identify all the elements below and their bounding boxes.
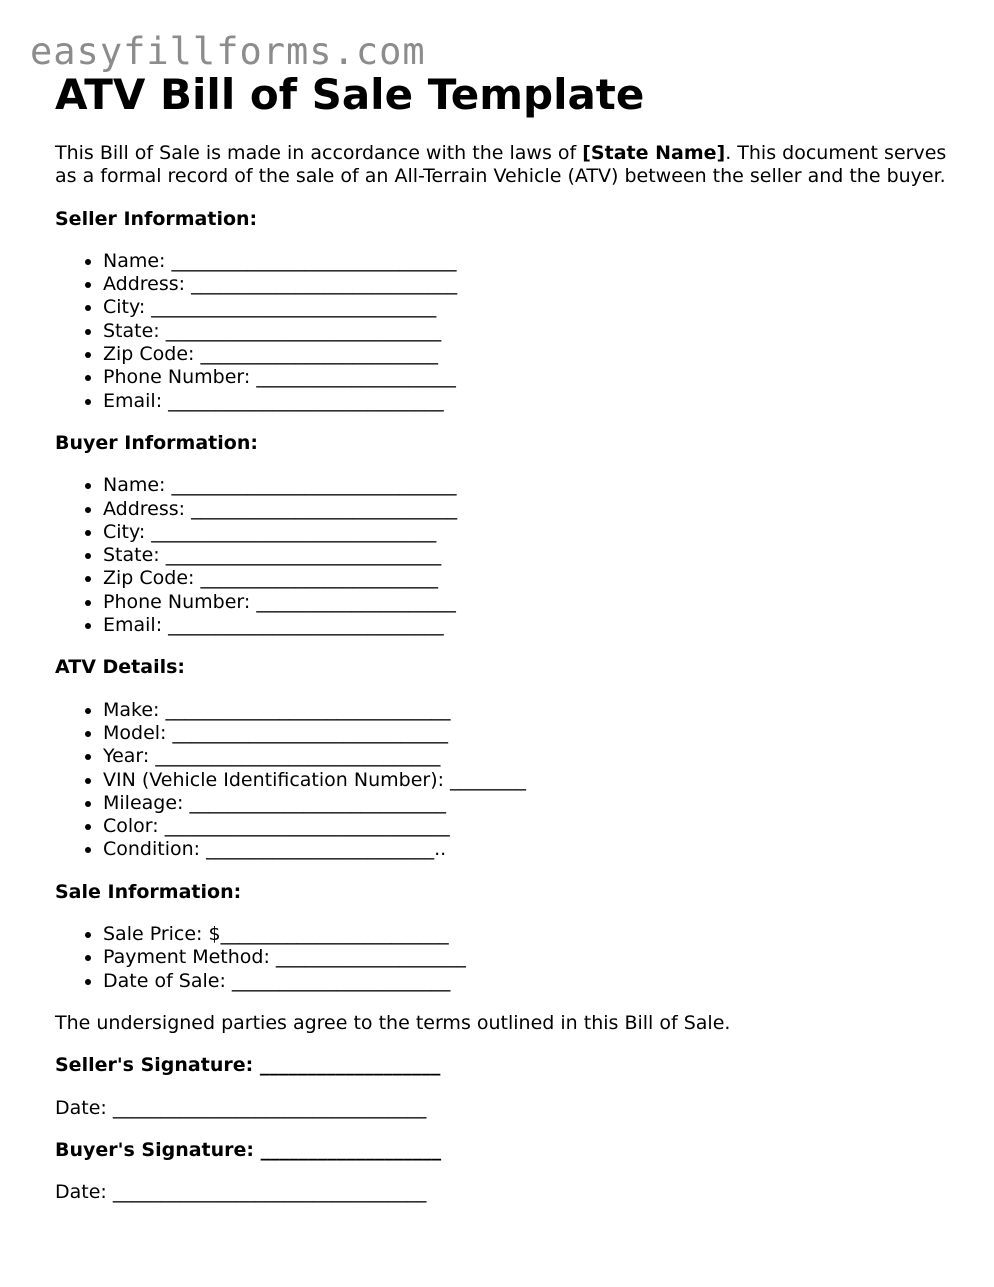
atv-mileage-field: • Mileage: ___________________________	[103, 792, 955, 815]
buyer-date-line: Date: _________________________________	[55, 1181, 427, 1204]
date-of-sale-field: • Date of Sale: _______________________	[103, 970, 955, 993]
seller-field-list	[55, 250, 955, 413]
intro-text-after: . This document serves as a formal record of the sale of an All-Terrain Vehicle (ATV) between the seller and the buyer.	[55, 142, 947, 188]
seller-state-field: • State: _____________________________	[103, 320, 955, 343]
sale-section-heading: Sale Information:	[55, 880, 242, 903]
seller-phone-field: • Phone Number: _____________________	[103, 366, 955, 389]
seller-email-field: • Email: _____________________________	[103, 390, 955, 413]
buyer-address-field: • Address: ____________________________	[103, 498, 955, 521]
buyer-field-list	[55, 474, 955, 637]
buyer-phone-field: • Phone Number: _____________________	[103, 591, 955, 614]
seller-date-line: Date: _________________________________	[55, 1096, 427, 1119]
seller-zip-field: • Zip Code: _________________________	[103, 343, 955, 366]
seller-name-field: • Name: ______________________________	[103, 250, 955, 273]
payment-method-field: • Payment Method: ____________________	[103, 946, 955, 969]
buyer-name-field: • Name: ______________________________	[103, 474, 955, 497]
page-title: ATV Bill of Sale Template	[55, 70, 645, 119]
intro-text-before: This Bill of Sale is made in accordance with the laws of	[55, 142, 583, 164]
state-name-placeholder: [State Name]	[582, 142, 726, 164]
buyer-city-field: • City: ______________________________	[103, 521, 955, 544]
atv-vin-field: • VIN (Vehicle Identification Number): ________	[103, 769, 955, 792]
seller-city-field: • City: ______________________________	[103, 296, 955, 319]
seller-section-heading: Seller Information:	[55, 207, 258, 230]
buyer-section-heading: Buyer Information:	[55, 431, 258, 454]
seller-address-field: • Address: ____________________________	[103, 273, 955, 296]
buyer-state-field: • State: _____________________________	[103, 544, 955, 567]
sale-field-list	[55, 923, 955, 993]
atv-make-field: • Make: ______________________________	[103, 699, 955, 722]
atv-year-field: • Year: ______________________________	[103, 745, 955, 768]
sale-price-field: • Sale Price: $________________________	[103, 923, 955, 946]
seller-signature-line: Seller's Signature: ___________________	[55, 1054, 441, 1077]
closing-statement: The undersigned parties agree to the terms outlined in this Bill of Sale.	[55, 1011, 731, 1034]
atv-model-field: • Model: _____________________________	[103, 722, 955, 745]
atv-section-heading: ATV Details:	[55, 656, 186, 679]
atv-color-field: • Color: ______________________________	[103, 815, 955, 838]
atv-field-list	[55, 699, 955, 862]
buyer-signature-line: Buyer's Signature: ___________________	[55, 1138, 442, 1161]
document-page	[55, 70, 955, 1204]
buyer-zip-field: • Zip Code: _________________________	[103, 567, 955, 590]
watermark: easyfillforms.com	[30, 30, 426, 73]
intro-paragraph	[55, 142, 955, 189]
atv-condition-field: • Condition: ________________________..	[103, 838, 955, 861]
buyer-email-field: • Email: _____________________________	[103, 614, 955, 637]
